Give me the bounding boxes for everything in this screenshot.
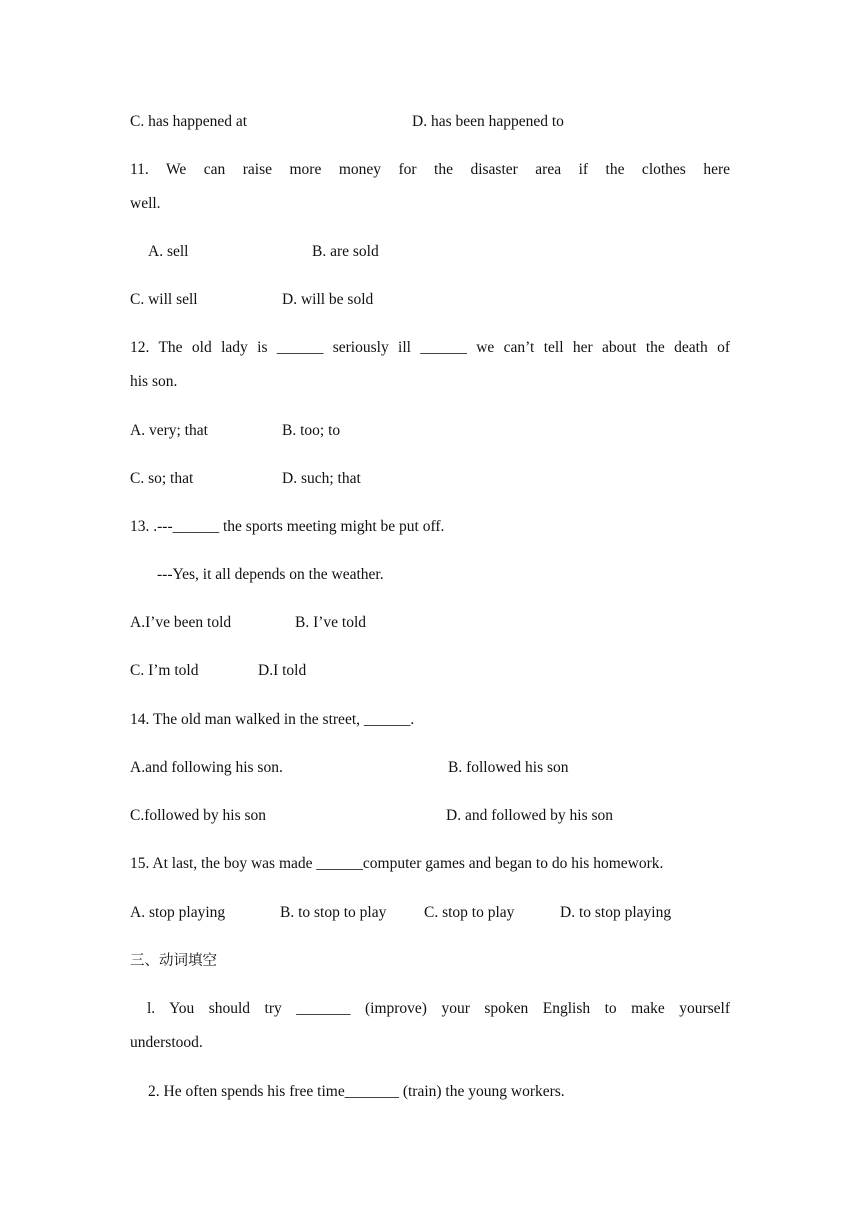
q14-option-b: B. followed his son — [448, 759, 569, 776]
q13-option-a: A.I’ve been told — [130, 614, 232, 631]
q12-stem: 12. The old lady is ______ seriously ill ______ we can’t tell her about the death of — [130, 339, 730, 356]
q15-option-c: C. stop to play — [424, 904, 515, 921]
q13-reply: ---Yes, it all depends on the weather. — [157, 566, 384, 583]
q13-option-b: B. I’ve told — [295, 614, 367, 631]
q14-option-a: A.and following his son. — [130, 759, 283, 776]
q11-stem: 11. We can raise more money for the disaster area if the clothes here — [130, 161, 730, 178]
q12-option-a: A. very; that — [130, 422, 208, 439]
q11-stem-continued: well. — [130, 195, 161, 212]
verb-fill-item-1-continued: understood. — [130, 1034, 203, 1051]
section-3-heading: 三、动词填空 — [130, 953, 217, 969]
q11-option-c: C. will sell — [130, 291, 198, 308]
q15-option-d: D. to stop playing — [560, 904, 672, 921]
q15-option-b: B. to stop to play — [280, 904, 387, 921]
q15-option-a: A. stop playing — [130, 904, 226, 921]
q12-option-c: C. so; that — [130, 470, 194, 487]
q11-option-d: D. will be sold — [282, 291, 374, 308]
q12-option-d: D. such; that — [282, 470, 361, 487]
verb-fill-item-2: 2. He often spends his free time_______ (train) the young workers. — [148, 1083, 565, 1100]
q12-stem-continued: his son. — [130, 373, 178, 390]
q13-option-d: D.I told — [258, 662, 307, 679]
q11-option-b: B. are sold — [312, 243, 379, 260]
q14-stem: 14. The old man walked in the street, ______. — [130, 711, 415, 728]
q14-option-d: D. and followed by his son — [446, 807, 614, 824]
q13-stem: 13. .---______ the sports meeting might be put off. — [130, 518, 445, 535]
q15-stem: 15. At last, the boy was made ______computer games and began to do his homework. — [130, 855, 664, 872]
q12-option-b: B. too; to — [282, 422, 341, 439]
q10-option-c: C. has happened at — [130, 113, 248, 130]
q13-option-c: C. I’m told — [130, 662, 199, 679]
q11-option-a: A. sell — [148, 243, 189, 260]
verb-fill-item-1: l. You should try _______ (improve) your spoken English to make yourself — [147, 1000, 730, 1017]
q14-option-c: C.followed by his son — [130, 807, 267, 824]
q10-option-d: D. has been happened to — [412, 113, 564, 130]
